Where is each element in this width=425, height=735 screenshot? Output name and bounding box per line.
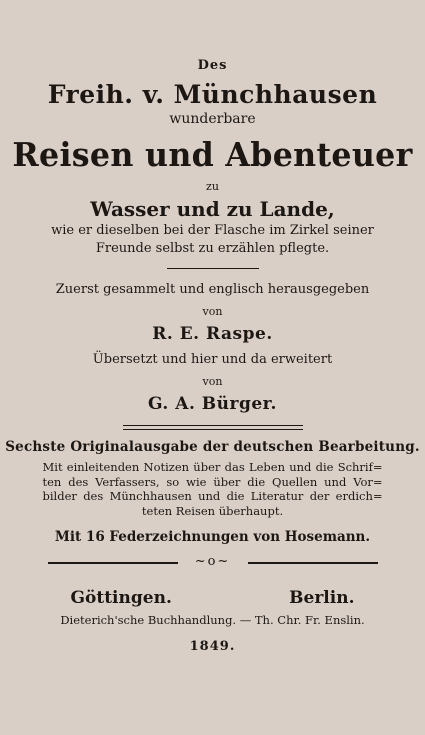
drawings-line: Mit 16 Federzeichnungen von Hosemann. [54,529,371,545]
translator-buerger: G. A. Bürger. [148,394,277,414]
collected-note: Zuerst gesammelt und englisch herausgegeben [55,282,370,297]
publishers-line: Dieterich'sche Buchhandlung. — Th. Chr. Fr. Enslin. [60,613,365,627]
von-1: von [202,305,223,318]
title-continuation: Wasser und zu Lande, [90,197,335,221]
subtitle-line-2: Freunde selbst zu erzählen pflegte. [95,241,330,256]
author-name: Freih. v. Münchhausen [47,80,378,109]
double-rule [123,425,303,430]
editor-raspe: R. E. Raspe. [152,324,273,344]
notes-block [43,460,383,518]
notes-line-1: Mit einleitenden Notizen über das Leben und die Schrif= [42,460,383,474]
imprint-cities [43,588,383,608]
city-berlin: Berlin. [289,588,355,608]
ornament-bar-left [48,562,178,564]
von-2: von [202,375,223,388]
ornament-icon: ~o~ [194,554,231,569]
article-des: Des [197,58,228,73]
notes-line-3: bilder des Münchhausen und die Literatur der erdich= [42,489,383,503]
preposition-zu: zu [206,180,219,193]
short-rule [167,268,259,269]
ornament-bar-right [248,562,378,564]
adjective-wunderbare: wunderbare [169,111,256,127]
publication-year: 1849. [189,639,236,654]
edition-line: Sechste Originalausgabe der deutschen Bearbeitung. [5,439,420,455]
translated-note: Übersetzt und hier und da erweitert [92,352,333,367]
notes-line-2: ten des Verfassers, so wie über die Quellen und Vor= [42,474,383,489]
subtitle-line-1: wie er dieselben bei der Flasche im Zirkel seiner [51,223,374,238]
notes-line-4: teten Reisen überhaupt. [141,503,284,518]
main-title: Reisen und Abenteuer [12,135,413,174]
ornament-divider [48,556,378,570]
city-goettingen: Göttingen. [70,588,172,608]
